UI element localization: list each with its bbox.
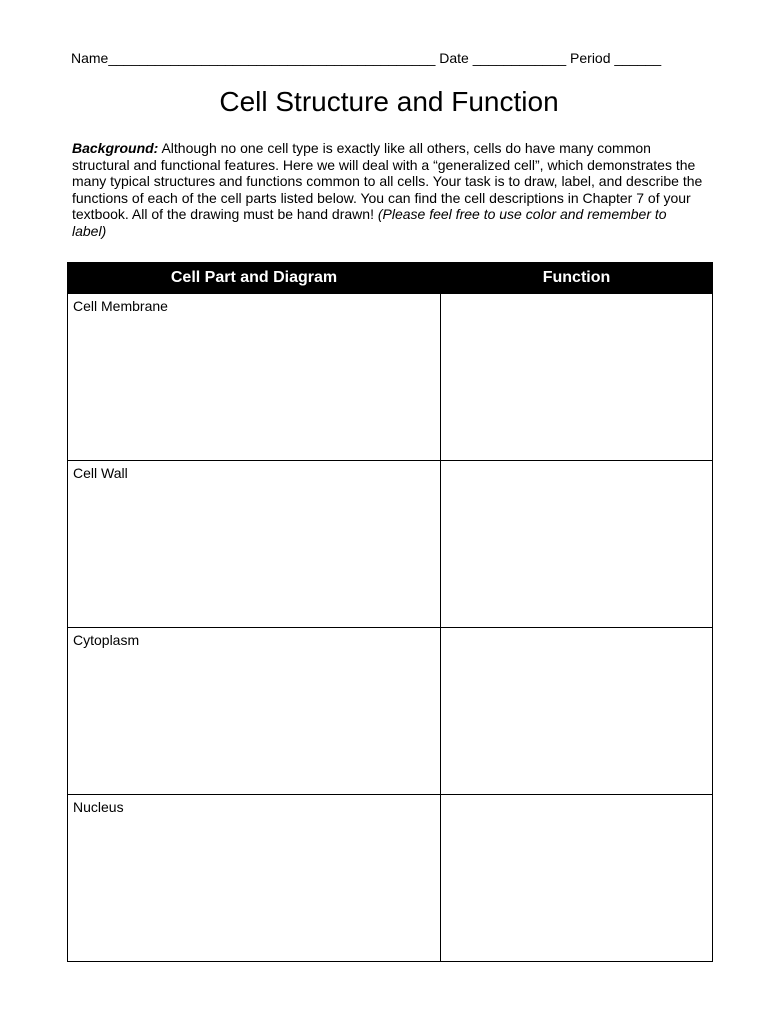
column-header-part: Cell Part and Diagram	[68, 263, 441, 294]
table-row	[68, 461, 713, 628]
background-label: Background:	[72, 140, 159, 156]
part-cell-cell-membrane[interactable]	[68, 294, 441, 461]
background-paragraph	[72, 140, 704, 240]
column-header-function: Function	[441, 263, 713, 294]
part-label: Cytoplasm	[73, 632, 140, 648]
cell-parts-table	[67, 262, 713, 962]
function-cell-nucleus[interactable]	[441, 795, 713, 962]
page-title: Cell Structure and Function	[219, 86, 559, 117]
part-label: Cell Wall	[73, 465, 128, 481]
background-note: (Please feel free to use color and remember to label)	[72, 206, 667, 239]
table-row	[68, 795, 713, 962]
part-label: Cell Membrane	[73, 298, 168, 314]
function-cell-cytoplasm[interactable]	[441, 628, 713, 795]
function-cell-cell-membrane[interactable]	[441, 294, 713, 461]
part-cell-cytoplasm[interactable]	[68, 628, 441, 795]
part-label: Nucleus	[73, 799, 124, 815]
table-row	[68, 294, 713, 461]
background-text: Although no one cell type is exactly like all others, cells do have many common structural and functional features. Here we will deal with a “generalized cell”, which demonstrates the many typical structures and functions common to all cells. Your task is to draw, label, and describe the functions of each of the cell parts listed below. You can find the cell descriptions in Chapter 7 of your textbook. All of the drawing must be hand drawn!	[72, 140, 703, 223]
function-cell-cell-wall[interactable]	[441, 461, 713, 628]
part-cell-cell-wall[interactable]	[68, 461, 441, 628]
name-date-period-line[interactable]: Name__________________________________________ Date ____________ Period ______	[71, 50, 662, 66]
table-row	[68, 628, 713, 795]
part-cell-nucleus[interactable]	[68, 795, 441, 962]
table-header-row	[68, 263, 713, 294]
